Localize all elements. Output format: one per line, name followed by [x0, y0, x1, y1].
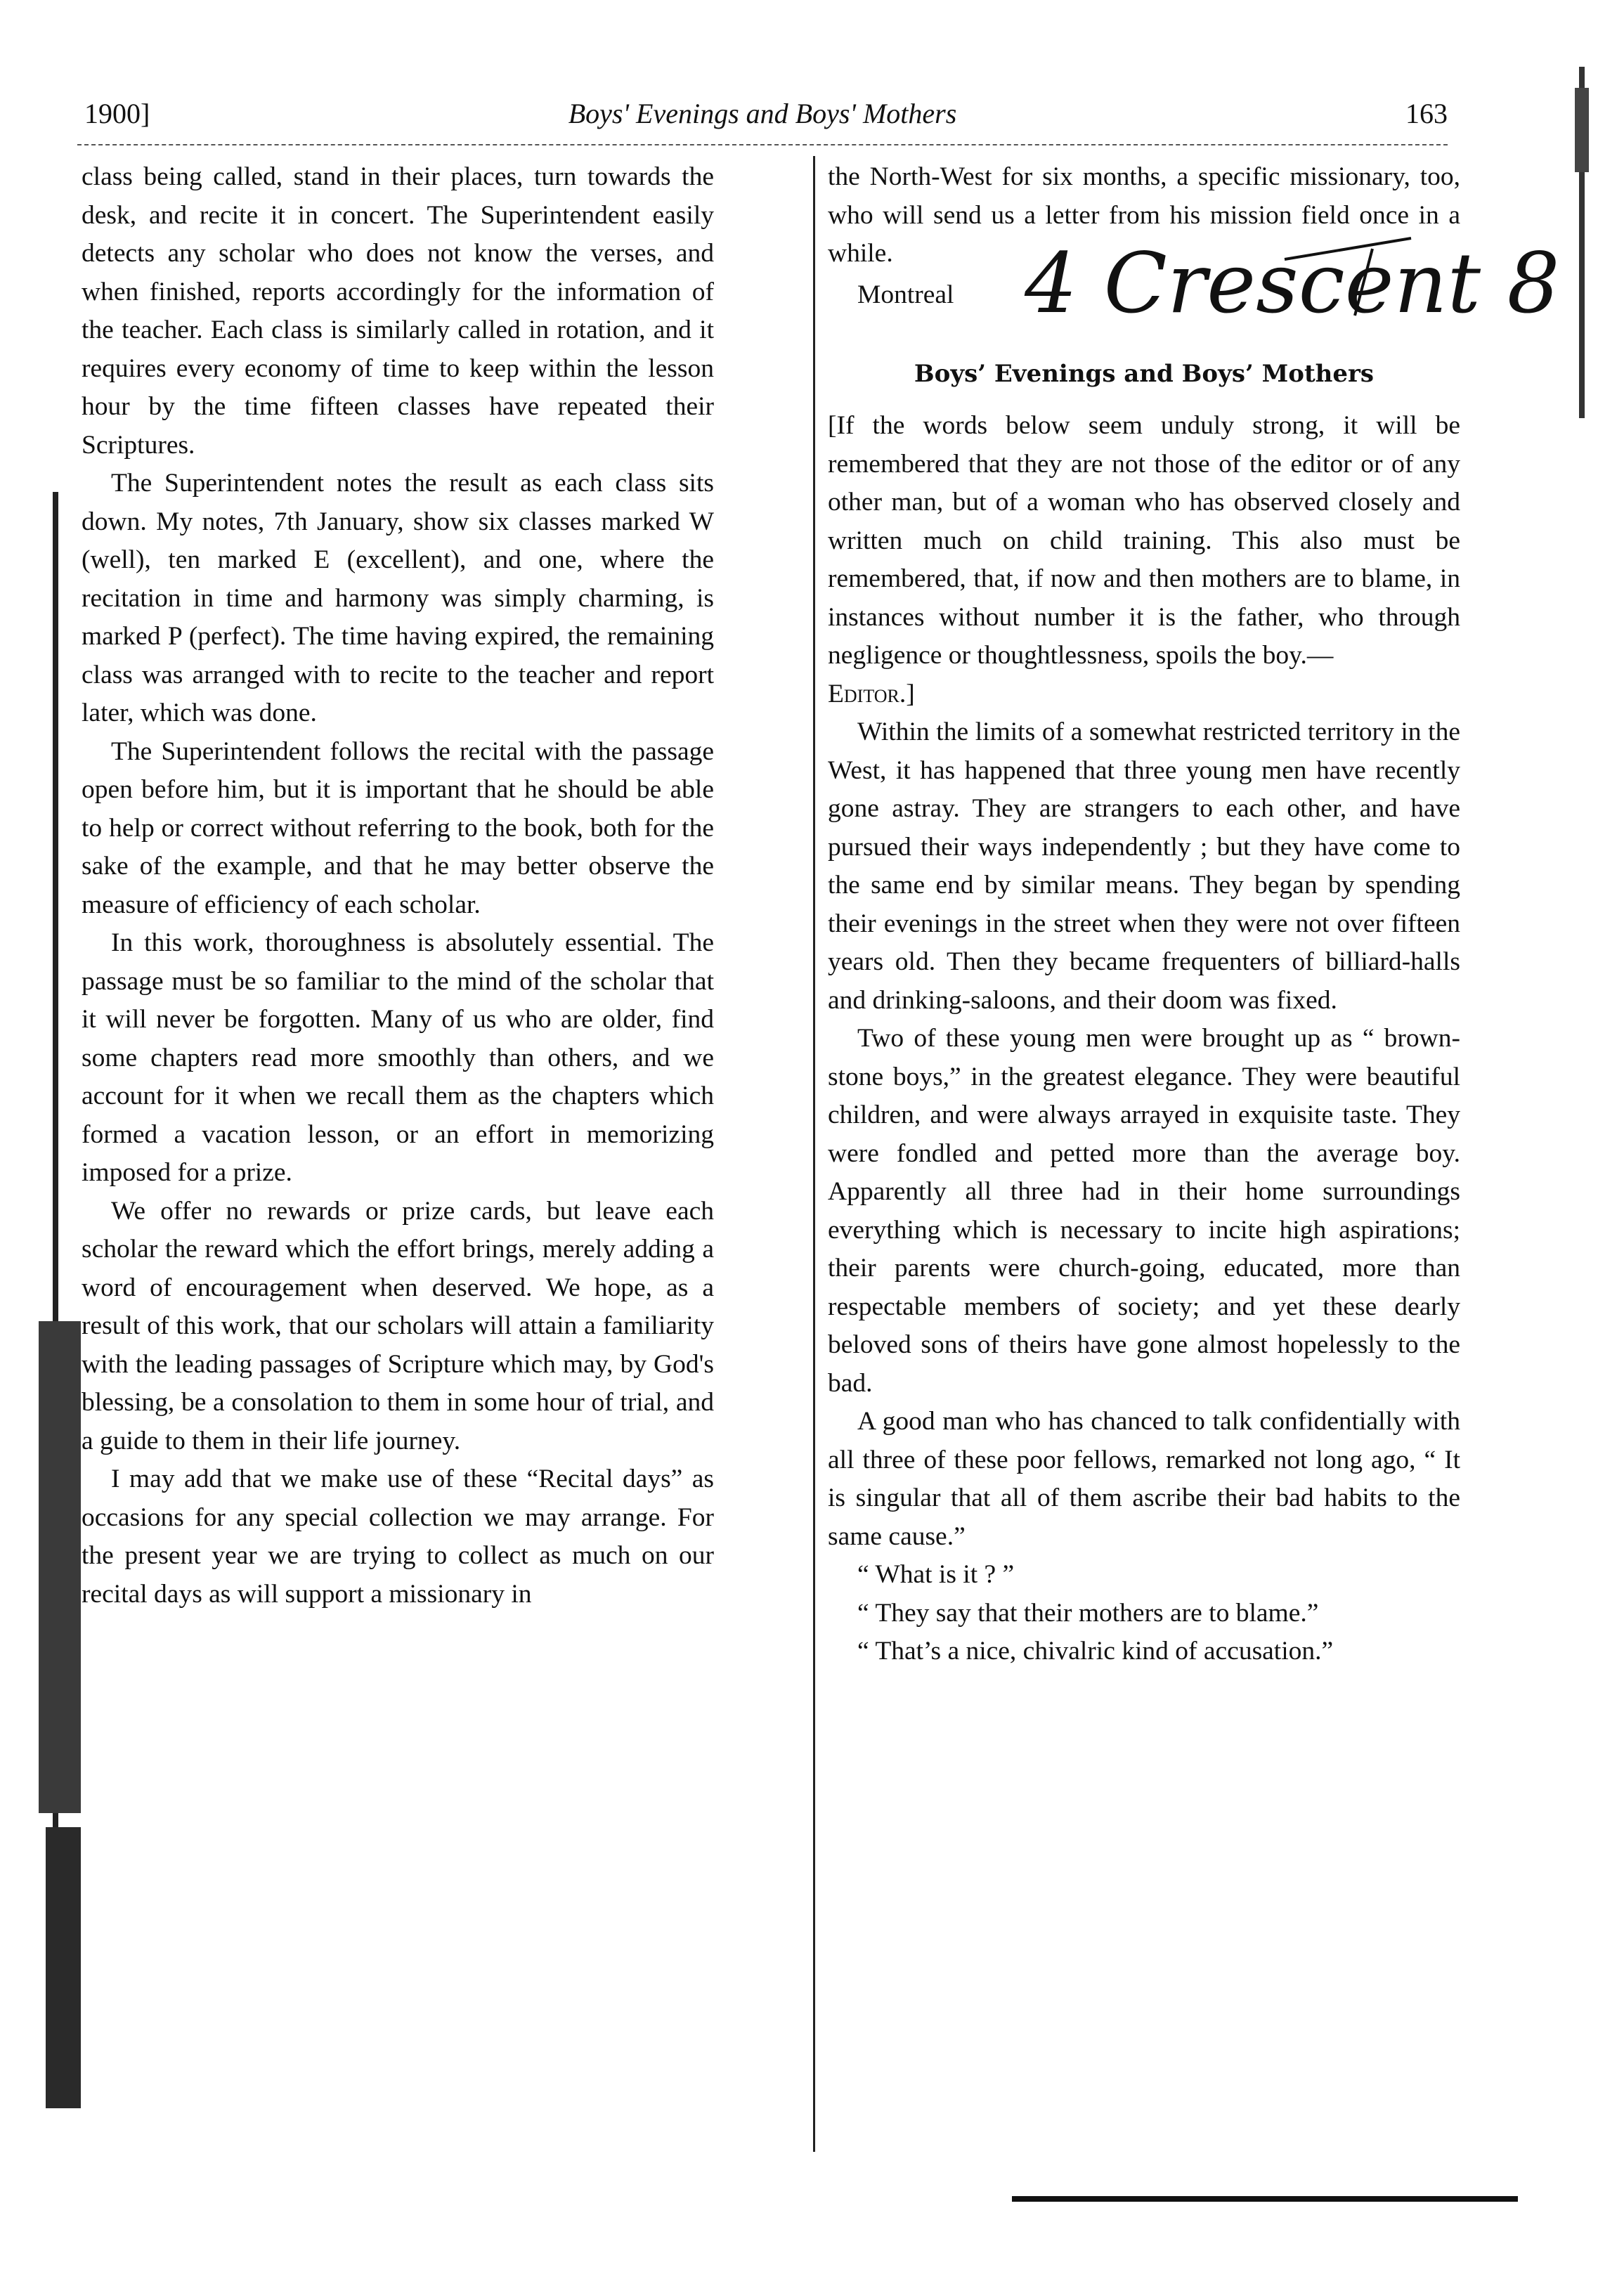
editor-signature: Editor.]: [828, 679, 915, 708]
header-page-number: 163: [1405, 98, 1448, 129]
paragraph: “ They say that their mothers are to blame.”: [857, 1598, 1319, 1628]
header-year: 1900]: [84, 98, 150, 129]
paragraph: In this work, thoroughness is absolutely essential. The passage must be so familiar to the mind of the scholar that it will never be forgotten. Many of us who are older, find some chapters read more smoothly than others, and we account for it when we recall them as the chapters which formed a vacation lesson, or an effort in memorizing imposed for a prize.: [82, 928, 714, 1187]
paragraph: A good man who has chanced to talk confidentially with all three of these poor fellows, remarked not long ago, “ It is singular that all of them ascribe their bad habits to the same cause.”: [828, 1407, 1460, 1551]
paragraph: “ That’s a nice, chivalric kind of accusation.”: [857, 1637, 1334, 1666]
signature-line: [828, 234, 1560, 351]
paragraph: Within the limits of a somewhat restricted territory in the West, it has happened that three young men have recently gone astray. They are strangers to each other, and have pursued their ways independently ; but they have come to the same end by similar means. They began by spending their evenings in the street when they were not over fifteen years old. Then they became frequenters of billiard-halls and drinking-saloons, and their doom was fixed.: [828, 718, 1460, 1015]
left-column: [82, 158, 714, 1614]
paragraph: The Superintendent notes the result as each class sits down. My notes, 7th January, show six classes marked W (well), ten marked E (excellent), and one, where the recitation in time and harmony was simply charming, is marked P (perfect). The time having expired, the remaining class was arranged with to recite to the teacher and report later, which was done.: [82, 469, 714, 727]
paragraph: The Superintendent follows the recital with the passage open before him, but it is important that he should be able to help or correct without referring to the book, both for the sake of the example, and that he may better observe the measure of efficiency of each scholar.: [82, 736, 714, 919]
section-title: Boys’ Evenings and Boys’ Mothers: [914, 359, 1375, 388]
paragraph: the North-West for six months, a specific missionary, too, who will send us a letter from his mission field once in a while.: [828, 162, 1460, 268]
column-divider: [813, 156, 815, 2152]
paragraph: class being called, stand in their places, turn towards the desk, and recite it in concert. The Superintendent easily detects any scholar who does not know the verses, and when finished, reports accordingly for the information of the teacher. Each class is similarly called in rotation, and it requires every economy of time to keep within the lesson hour by the time fifteen classes have repeated their Scriptures.: [82, 162, 714, 460]
scan-edge-bottom: [1012, 2196, 1518, 2202]
handwriting-text: 4 Crescent 8: [1025, 234, 1560, 332]
paragraph: We offer no rewards or prize cards, but leave each scholar the reward which the effort brings, merely adding a word of encouragement when deserved. We hope, as a result of this work, that our scholars will attain a familiarity with the leading passages of Scripture which may, by God's blessing, be a consolation to them in some hour of trial, and a guide to them in their life journey.: [82, 1196, 714, 1455]
margin-stamp: [1571, 67, 1599, 418]
scan-edge-shadow: [39, 492, 88, 2108]
handwritten-address: [1018, 231, 1560, 351]
running-header: [77, 91, 1448, 134]
right-column: [828, 158, 1560, 1671]
header-rule: [77, 144, 1448, 145]
editor-note: [828, 407, 1460, 713]
editor-note-text: [If the words below seem unduly strong, it will be remembered that they are not those of the editor or of any other man, but of a woman who has observed closely and written much on child training. This also must be remembered, that, if now and then mothers are to blame, in instances without number it is the father, who through negligence or thoughtlessness, spoils the boy.—: [828, 411, 1460, 670]
header-title: Boys' Evenings and Boys' Mothers: [568, 98, 957, 129]
paragraph: Two of these young men were brought up as “ brown-stone boys,” in the greatest elegance. They were beautiful children, and were always arrayed in exquisite taste. They were fondled and petted more than the average boy. Apparently all three had in their home surroundings everything which is necessary to incite high aspirations; their parents were church-going, educated, more than respectable members of society; and yet these dearly beloved sons of theirs have gone almost hopelessly to the bad.: [828, 1024, 1460, 1398]
paragraph: “ What is it ? ”: [857, 1560, 1015, 1589]
paragraph: I may add that we make use of these “Recital days” as occasions for any special collection we may arrange. For the present year we are trying to collect as much on our recital days as will support a missionary in: [82, 1465, 714, 1609]
signature-city: Montreal: [857, 280, 954, 309]
